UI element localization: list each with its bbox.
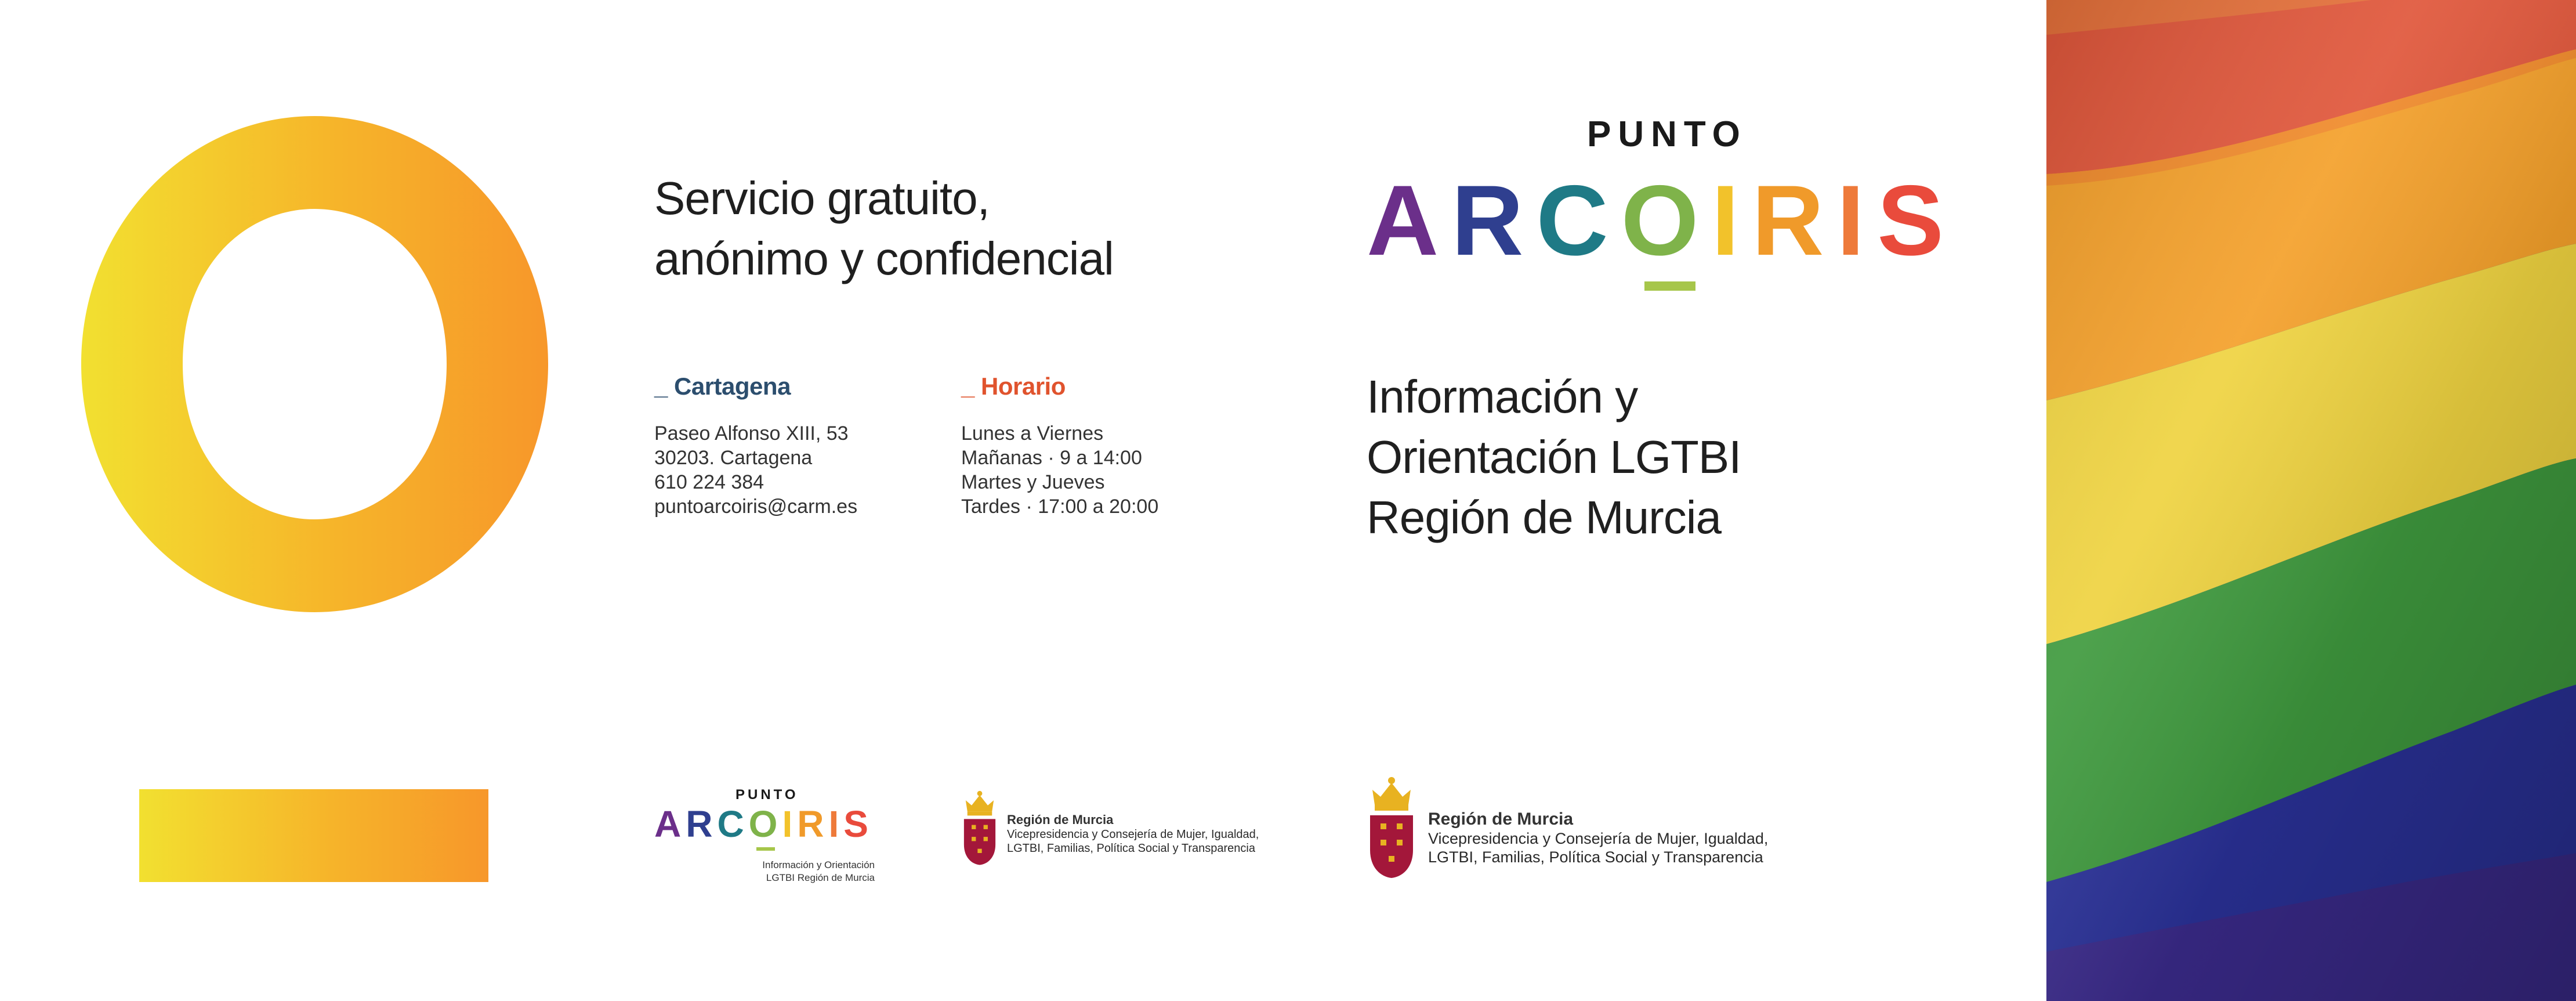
small-logo-letter: I xyxy=(782,803,798,845)
logo-letter: O xyxy=(1621,165,1712,276)
small-logo-sub-line-1: Información y Orientación xyxy=(762,859,875,870)
coat-of-arms-icon xyxy=(961,789,999,866)
logo-underline xyxy=(1644,281,1695,291)
gov-line-2: LGTBI, Familias, Política Social y Transparencia xyxy=(1007,842,1255,855)
logo-punto-text: PUNTO xyxy=(1587,114,1747,154)
logo-letter: I xyxy=(1711,165,1752,276)
big-underscore-bar xyxy=(139,789,488,882)
horario-heading: _ Horario xyxy=(961,373,1066,400)
cartagena-heading: _ Cartagena xyxy=(654,373,791,400)
phone-number: 610 224 384 xyxy=(654,471,765,493)
logo-letter: R xyxy=(1752,165,1837,276)
address-city: 30203. Cartagena xyxy=(654,447,813,469)
small-logo-subtitle xyxy=(654,859,875,884)
small-logo-letter: I xyxy=(828,803,844,845)
cartagena-address xyxy=(654,421,857,519)
tagline-line-1: Servicio gratuito, xyxy=(654,172,990,224)
gov-line-2: LGTBI, Familias, Política Social y Transparencia xyxy=(1428,848,1763,866)
government-attribution-small xyxy=(1007,812,1259,855)
service-description xyxy=(1367,367,1741,548)
horario-schedule xyxy=(961,421,1158,519)
logo-letter: R xyxy=(1451,165,1537,276)
gov-line-1: Vicepresidencia y Consejería de Mujer, Igualdad, xyxy=(1007,828,1259,841)
tagline-line-2: anónimo y confidencial xyxy=(654,233,1114,284)
rainbow-flag-image xyxy=(2046,0,2576,1001)
logo-letter: S xyxy=(1877,165,1957,276)
info-line-1: Información y xyxy=(1367,371,1638,422)
gov-title: Región de Murcia xyxy=(1428,810,1574,829)
small-logo-punto-text: PUNTO xyxy=(736,787,799,803)
address-street: Paseo Alfonso XIII, 53 xyxy=(654,422,849,445)
government-attribution-large xyxy=(1428,810,1768,866)
coat-of-arms-icon xyxy=(1367,775,1416,879)
logo-arcoiris-word xyxy=(1367,165,1957,276)
schedule-line-1: Lunes a Viernes xyxy=(961,422,1104,445)
small-logo-underline xyxy=(756,847,775,851)
small-logo-arcoiris-word xyxy=(654,804,873,844)
small-logo-letter: S xyxy=(843,803,873,845)
small-logo-letter: O xyxy=(748,803,782,845)
schedule-line-2: Mañanas · 9 a 14:00 xyxy=(961,447,1142,469)
small-logo-sub-line-2: LGTBI Región de Murcia xyxy=(766,872,875,883)
small-logo-letter: C xyxy=(717,803,749,845)
tagline xyxy=(654,168,1114,289)
schedule-line-4: Tardes · 17:00 a 20:00 xyxy=(961,496,1159,518)
logo-letter: I xyxy=(1836,165,1878,276)
small-logo-letter: R xyxy=(797,803,829,845)
schedule-line-3: Martes y Jueves xyxy=(961,471,1105,493)
logo-letter: A xyxy=(1367,165,1452,276)
small-logo-letter: A xyxy=(654,803,686,845)
info-line-2: Orientación LGTBI xyxy=(1367,431,1741,483)
logo-letter: C xyxy=(1536,165,1621,276)
small-logo-letter: R xyxy=(686,803,718,845)
gov-title: Región de Murcia xyxy=(1007,812,1114,827)
email-address: puntoarcoiris@carm.es xyxy=(654,496,858,518)
gov-line-1: Vicepresidencia y Consejería de Mujer, Igualdad, xyxy=(1428,830,1769,847)
big-o-graphic xyxy=(81,116,548,612)
info-line-3: Región de Murcia xyxy=(1367,492,1721,543)
